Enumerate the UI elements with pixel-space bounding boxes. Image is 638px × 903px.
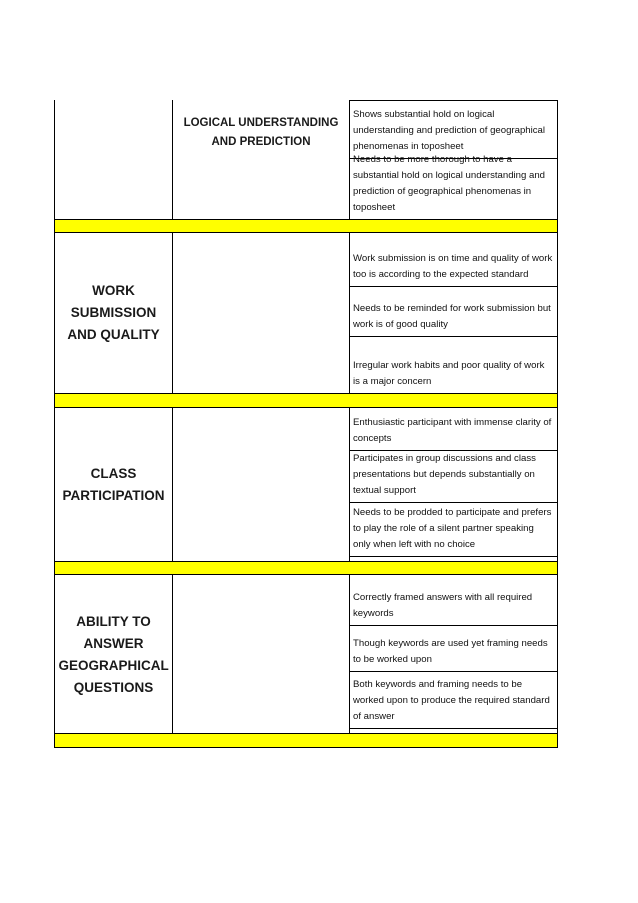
descriptor-cell: Irregular work habits and poor quality of work is a major concern bbox=[353, 360, 545, 387]
rubric-table bbox=[54, 100, 558, 748]
section-separator bbox=[55, 393, 557, 408]
column-divider bbox=[172, 100, 173, 748]
section-separator bbox=[55, 561, 557, 575]
descriptor-cell: Needs to be reminded for work submission but work is of good quality bbox=[353, 303, 551, 330]
descriptor-cell: Enthusiastic participant with immense clarity of concepts bbox=[353, 417, 552, 444]
descriptor-cell: Though keywords are used yet framing needs to be worked upon bbox=[353, 638, 548, 665]
section-separator bbox=[55, 219, 557, 233]
descriptor-cell: Correctly framed answers with all required keywords bbox=[353, 592, 533, 619]
criterion-ability-to-answer: ABILITY TO ANSWER GEOGRAPHICAL QUESTIONS bbox=[58, 613, 169, 695]
section-separator bbox=[55, 733, 557, 748]
row-border bbox=[349, 556, 557, 557]
descriptor-cell: Participates in group discussions and class presentations but depends substantially on textual support bbox=[353, 453, 536, 496]
descriptor-cell: Needs to be more thorough to have a substantial hold on logical understanding and prediction of geographical phenomenas in toposheet bbox=[353, 154, 546, 213]
row-border bbox=[349, 728, 557, 729]
descriptor-cell: Shows substantial hold on logical understanding and prediction of geographical phenomenas in toposheet bbox=[353, 109, 546, 152]
descriptor-cell: Work submission is on time and quality of work too is according to the expected standard bbox=[353, 253, 553, 280]
sub-criterion-logical-understanding: LOGICAL UNDERSTANDING AND PREDICTION bbox=[183, 117, 339, 148]
criterion-work-submission: WORK SUBMISSION AND QUALITY bbox=[67, 283, 160, 342]
descriptor-cell: Needs to be prodded to participate and prefers to play the role of a silent partner speaking only when left with no choice bbox=[353, 507, 552, 550]
descriptor-cell: Both keywords and framing needs to be worked upon to produce the required standard of answer bbox=[353, 679, 550, 722]
criterion-class-participation: CLASS PARTICIPATION bbox=[62, 465, 165, 503]
